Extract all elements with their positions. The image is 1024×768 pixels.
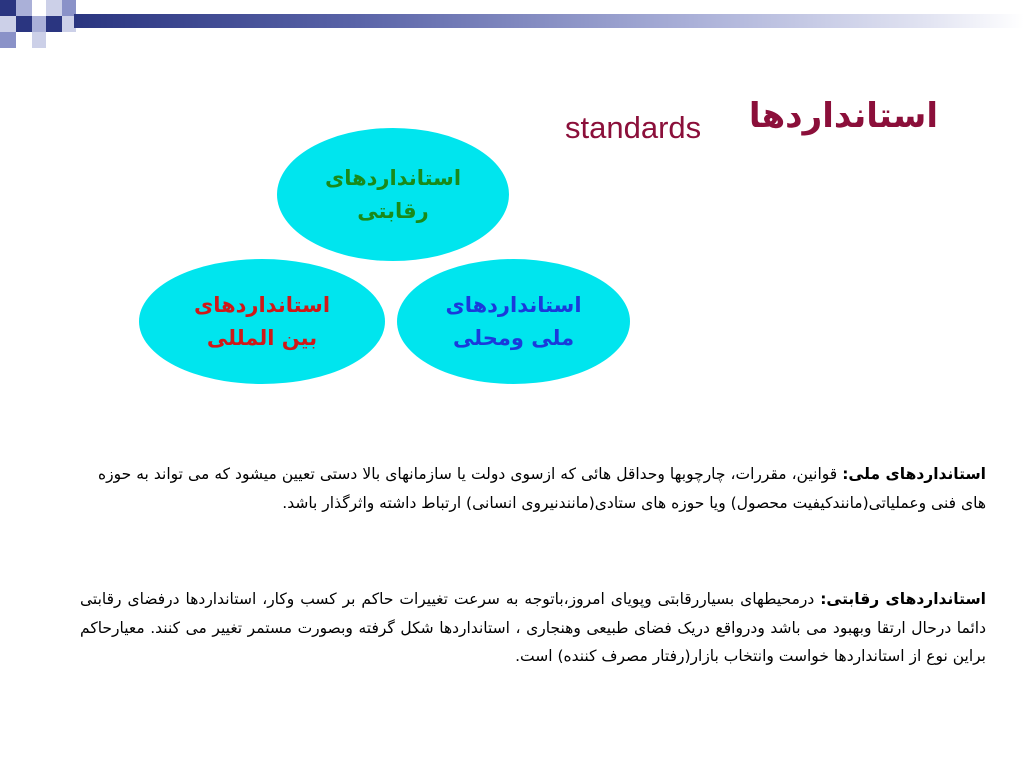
- paragraph-body: درمحیطهای بسیاررقابتی وپویای امروز،باتوجه به سرعت تغییرات حاکم بر کسب وکار، استانداردها درفضای رقابتی دائما درحال ارتقا وبهبود می باشد ودرواقع دریک فضای طبیعی وهنجاری ، استانداردها شکل گرفته وبصورت مستمر تغییر می کنند. معیارحاکم براین نوع از استانداردها خواست وانتخاب بازار(رفتار مصرف کننده) است.: [80, 590, 986, 666]
- ellipse-label-line2: رقابتی: [357, 198, 429, 223]
- decorative-square: [32, 16, 46, 32]
- slide-title-english: standards: [565, 110, 702, 145]
- decorative-square: [46, 0, 62, 16]
- header-gradient-bar: [74, 14, 1024, 28]
- paragraph-national-standards: [98, 460, 986, 517]
- decorative-square: [0, 0, 16, 16]
- decorative-square: [32, 32, 46, 48]
- ellipse-label-line2: بین المللی: [206, 325, 318, 350]
- ellipse-international-standards: [139, 259, 385, 384]
- ellipse-label-line1: استانداردهای: [445, 292, 582, 317]
- paragraph-term: استانداردهای رقابتی:: [820, 590, 986, 608]
- slide-title: استانداردها: [748, 96, 938, 136]
- paragraph-term: استانداردهای ملی:: [842, 465, 986, 483]
- decorative-square: [16, 0, 32, 16]
- ellipse-label-line2: ملی ومحلی: [452, 325, 575, 350]
- ellipse-competitive-standards: [277, 128, 509, 261]
- ellipse-label-line1: استانداردهای: [324, 165, 462, 190]
- decorative-square: [46, 16, 62, 32]
- ellipse-national-standards: [397, 259, 630, 384]
- ellipse-label-line1: استانداردهای: [193, 292, 331, 317]
- decorative-square: [16, 16, 32, 32]
- decorative-square: [0, 16, 16, 32]
- decorative-square: [0, 32, 16, 48]
- paragraph-competitive-standards: [80, 585, 986, 671]
- paragraph-body: قوانین، مقررات، چارچوبها وحداقل هائی که ازسوی دولت یا سازمانهای بالا دستی تعیین میشود که می تواند به حوزه های فنی وعملیاتی(مانندکیفیت محصول) ویا حوزه های ستادی(مانندنیروی انسانی) ارتباط داشته واثرگذار باشد.: [98, 465, 986, 512]
